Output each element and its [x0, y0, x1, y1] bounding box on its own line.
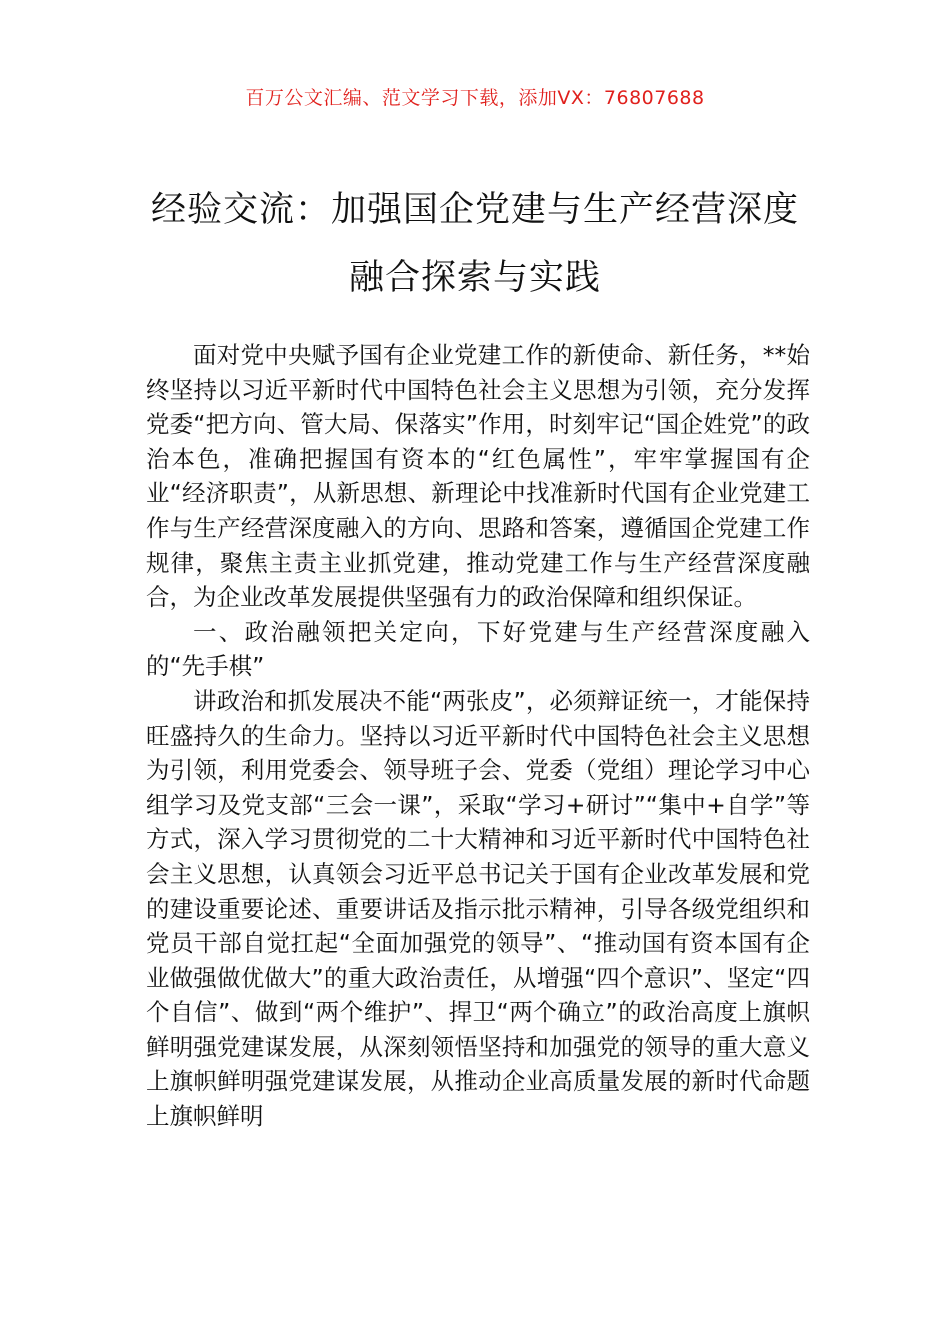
document-body — [146, 338, 810, 1134]
title-line-1: 经验交流：加强国企党建与生产经营深度 — [150, 190, 799, 230]
header-watermark-note: 百万公文汇编、范文学习下载，添加VX：76807688 — [245, 87, 705, 109]
section-heading-1: 一、政治融领把关定向，下好党建与生产经营深度融入的“先手棋” — [146, 617, 810, 681]
intro-paragraph: 面对党中央赋予国有企业党建工作的新使命、新任务，**始终坚持以习近平新时代中国特色社会主义思想为引领，充分发挥党委“把方向、管大局、保落实”作用，时刻牢记“国企姓党”的政治本色，准确把握国有资本的“红色属性”，牢牢掌握国有企业“经济职责”，从新思想、新理论中找准新时代国有企业党建工作与生产经营深度融入的方向、思路和答案，遵循国企党建工作规律，聚焦主责主业抓党建，推动党建工作与生产经营深度融合，为企业改革发展提供坚强有力的政治保障和组织保证。 — [146, 341, 810, 612]
body-paragraph: 讲政治和抓发展决不能“两张皮”，必须辩证统一，才能保持旺盛持久的生命力。坚持以习近平新时代中国特色社会主义思想为引领，利用党委会、领导班子会、党委（党组）理论学习中心组学习及党支部“三会一课”，采取“学习+研讨”“集中+自学”等方式，深入学习贯彻党的二十大精神和习近平新时代中国特色社会主义思想，认真领会习近平总书记关于国有企业改革发展和党的建设重要论述、重要讲话及指示批示精神，引导各级党组织和党员干部自觉扛起“全面加强党的领导”、“推动国有资本国有企业做强做优做大”的重大政治责任，从增强“四个意识”、坚定“四个自信”、做到“两个维护”、捍卫“两个确立”的政治高度上旗帜鲜明强党建谋发展，从深刻领悟坚持和加强党的领导的重大意义上旗帜鲜明强党建谋发展，从推动企业高质量发展的新时代命题上旗帜鲜明 — [146, 686, 810, 1131]
title-line-2: 融合探索与实践 — [348, 258, 601, 298]
document-title — [100, 176, 850, 312]
